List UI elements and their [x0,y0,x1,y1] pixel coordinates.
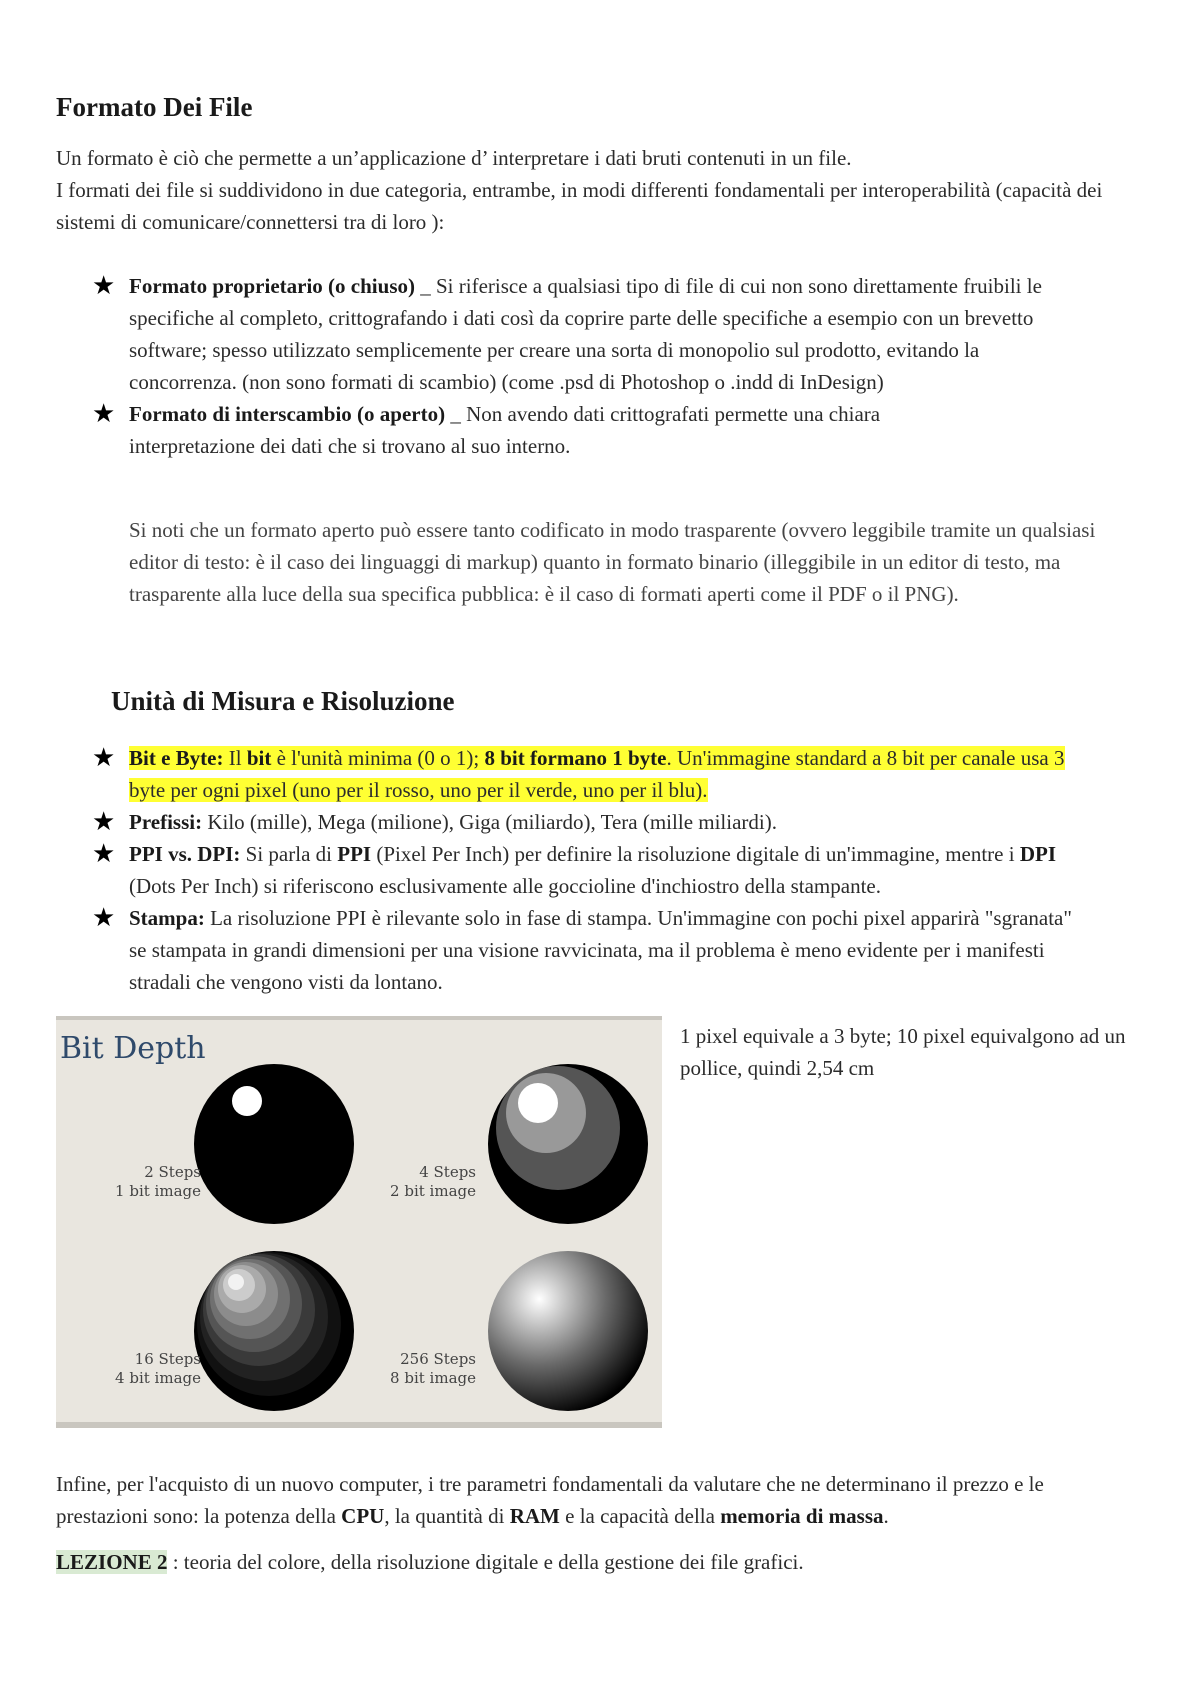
sphere-2-highlight [232,1086,262,1116]
figure-title: Bit Depth [60,1031,206,1066]
item-text-proprietary: _ Si riferisce a qualsiasi tipo di file di cui non sono direttamente fruibili le specifiche al completo, crittografando i dati così da coprire parte delle specifiche a esempio con un brevetto software; spesso utilizzato semplicemente per creare una sorta di monopolio sul prodotto, evitando la concorrenza. (non sono formati di scambio) (come .psd di Photoshop o .indd di InDesign) [129,274,1042,394]
star-bullet-icon: ★ [92,399,116,428]
list-item-bit-byte [56,742,1116,806]
text: . Un'immagine standard a 8 bit per canale usa 3 byte per ogni pixel (uno per il rosso, uno per il verde, uno per il blu). [129,746,1065,802]
prefissi-text: Kilo (mille), Mega (milione), Giga (miliardo), Tera (mille miliardi). [202,810,777,834]
text: Infine, per l'acquisto di un nuovo computer, i tre parametri fondamentali da valutare che ne determinano il prezzo e le prestazioni sono: la potenza della [56,1472,1044,1528]
text: (Pixel Per Inch) per definire la risoluzione digitale di un'immagine, mentre i [371,842,1020,866]
ram-term: RAM [509,1504,560,1528]
sphere-16-steps [194,1251,354,1411]
sphere-4-band [518,1083,558,1123]
units-list [56,742,1116,998]
bit-byte-label: Bit e Byte: [129,746,224,770]
format-types-list [56,270,1116,462]
cpu-term: CPU [341,1504,385,1528]
bit-depth-figure [56,1016,662,1428]
text: . [883,1504,889,1528]
text: è l'unità minima (0 o 1); [271,746,485,770]
list-item-proprietary [56,270,1116,398]
list-item-ppi-dpi [56,838,1116,902]
closing-paragraph [56,1468,1136,1532]
label-1-bit: 1 bit image [115,1182,201,1200]
star-bullet-icon: ★ [92,839,116,868]
dpi-term: DPI [1019,842,1057,866]
section-title-unita: Unità di Misura e Risoluzione [111,686,455,716]
item-text-interchange: _ Non avendo dati crittografati permette una chiara interpretazione dei dati che si trovano al suo interno. [129,402,881,458]
bit-term: bit [246,746,272,770]
stampa-label: Stampa: [129,906,205,930]
highlighted-text [129,746,1065,802]
star-bullet-icon: ★ [92,743,116,772]
intro-paragraph-1: Un formato è ciò che permette a un’applicazione d’ interpretare i dati bruti contenuti in un file. [56,146,852,170]
list-item-prefissi [56,806,1116,838]
label-2-bit: 2 bit image [390,1182,476,1200]
stampa-text: La risoluzione PPI è rilevante solo in fase di stampa. Un'immagine con pochi pixel apparirà "sgranata" se stampata in grandi dimensioni per una visione ravvicinata, ma il problema è meno evidente per i manifesti stradali che vengono visti da lontano. [129,906,1072,994]
intro-paragraph-2: I formati dei file si suddividono in due categoria, entrambe, in modi differenti fondamentali per interoperabilità (capacità dei sistemi di comunicare/connettersi tra di loro ): [56,178,1103,234]
sphere-2-steps [194,1064,354,1224]
sphere-256-steps [488,1251,648,1411]
text: e la capacità della [559,1504,721,1528]
item-bold-proprietary: Formato proprietario (o chiuso) [129,274,415,298]
byte-definition: 8 bit formano 1 byte [484,746,667,770]
star-bullet-icon: ★ [92,271,116,300]
item-bold-interchange: Formato di interscambio (o aperto) [129,402,446,426]
star-bullet-icon: ★ [92,903,116,932]
bit-depth-image [56,1016,662,1428]
pixel-side-note: 1 pixel equivale a 3 byte; 10 pixel equivalgono ad un pollice, quindi 2,54 cm [680,1024,1126,1080]
text: (Dots Per Inch) si riferiscono esclusivamente alle goccioline d'inchiostro della stampante. [129,874,881,898]
list-item-interchange [56,398,1116,462]
lesson-text: : teoria del colore, della risoluzione digitale e della gestione dei file grafici. [167,1550,804,1574]
label-16-steps: 16 Steps [134,1350,201,1368]
ppi-dpi-label: PPI vs. DPI: [129,842,241,866]
label-8-bit: 8 bit image [390,1369,476,1387]
text: Il [223,746,247,770]
open-format-note: Si noti che un formato aperto può essere tanto codificato in modo trasparente (ovvero leggibile tramite un qualsiasi editor di testo: è il caso dei linguaggi di markup) quanto in formato binario (illeggibile in un editor di testo, ma trasparente alla luce della sua specifica pubblica: è il caso di formati aperti come il PDF o il PNG). [129,518,1096,606]
ppi-term: PPI [337,842,372,866]
star-bullet-icon: ★ [92,807,116,836]
label-256-steps: 256 Steps [400,1350,476,1368]
mass-storage-term: memoria di massa [720,1504,884,1528]
text: , la quantità di [384,1504,510,1528]
section-title-formato: Formato Dei File [56,92,253,122]
label-2-steps: 2 Steps [144,1163,201,1181]
label-4-bit: 4 bit image [115,1369,201,1387]
prefissi-label: Prefissi: [129,810,203,834]
list-item-stampa [56,902,1116,998]
label-4-steps: 4 Steps [419,1163,476,1181]
lesson-line [56,1546,1136,1578]
text: Si parla di [240,842,338,866]
lesson-label: LEZIONE 2 [56,1550,168,1574]
